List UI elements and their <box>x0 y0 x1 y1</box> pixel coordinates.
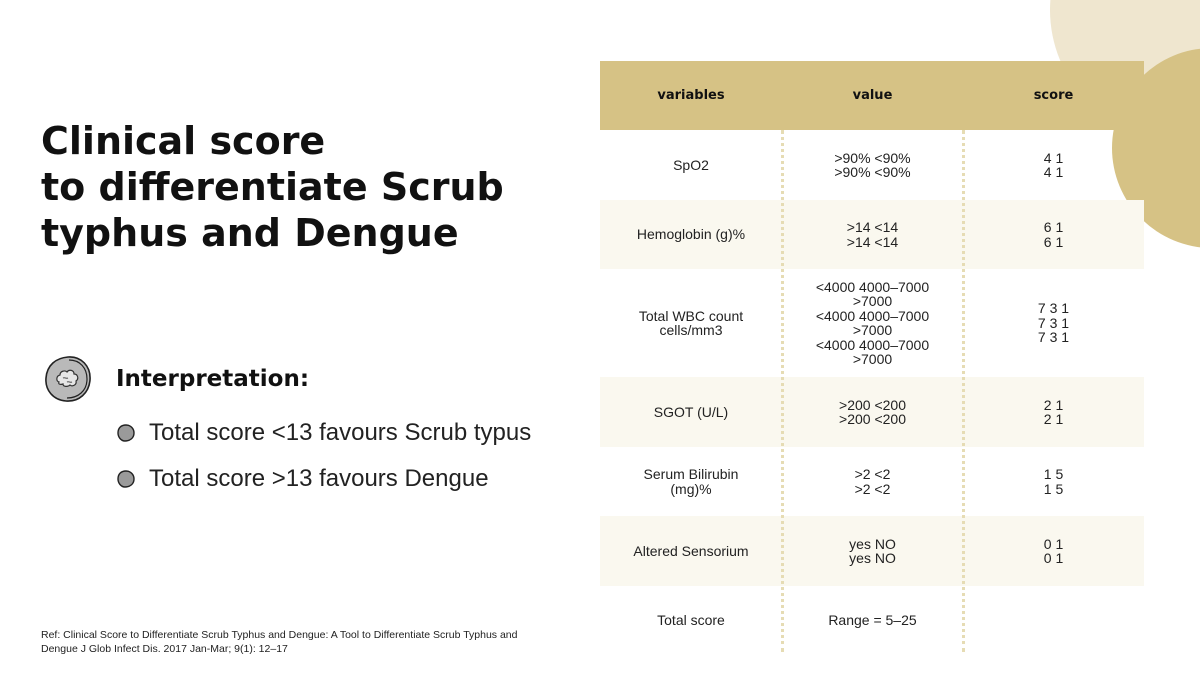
stone-bullet-icon <box>117 470 133 486</box>
title-line-2: to differentiate Scrub <box>41 165 504 209</box>
cell-value: >200 <200 >200 <200 <box>839 396 906 427</box>
title-line-3: typhus and Dengue <box>41 211 459 255</box>
reference-citation: Ref: Clinical Score to Differentiate Scrub Typhus and Dengue: A Tool to Differentiate Scrub Typhus and Dengue J Glob Infect Dis. 2017 Jan-Mar; 9(1): 12–17 <box>41 629 518 655</box>
cell-score: 4 1 4 1 <box>1043 149 1064 180</box>
brain-icon <box>43 354 93 404</box>
cell-value: >90% <90% >90% <90% <box>834 149 911 180</box>
header-score: score <box>1033 88 1074 103</box>
cell-score: 1 5 1 5 <box>1043 466 1064 497</box>
table-row <box>600 200 1144 269</box>
cell-score: 7 3 1 7 3 1 7 3 1 <box>1037 300 1070 346</box>
cell-variable: SpO2 <box>673 156 709 173</box>
list-item <box>116 464 536 494</box>
clinical-score-table <box>600 61 1144 654</box>
cell-variable: Total score <box>657 611 725 628</box>
column-divider <box>962 130 965 652</box>
cell-variable: Serum Bilirubin (mg)% <box>643 466 739 497</box>
table-row <box>600 269 1144 377</box>
interpretation-list <box>116 418 536 510</box>
cell-value: <4000 4000–7000 >7000 <4000 4000–7000 >7000 <4000 4000–7000 >7000 <box>815 278 930 367</box>
title-line-1: Clinical score <box>41 119 326 163</box>
cell-value: Range = 5–25 <box>828 611 917 628</box>
table-row-total <box>600 586 1144 654</box>
cell-score: 2 1 2 1 <box>1043 396 1064 427</box>
cell-value: >2 <2 >2 <2 <box>854 466 891 497</box>
header-variables: variables <box>657 88 725 103</box>
table-header <box>600 61 1144 130</box>
cell-value: >14 <14 >14 <14 <box>846 219 899 250</box>
table-row <box>600 447 1144 516</box>
table-row <box>600 130 1144 200</box>
cell-score: 6 1 6 1 <box>1043 219 1064 250</box>
table-row <box>600 516 1144 586</box>
bullet-text-dengue: Total score >13 favours Dengue <box>149 465 489 492</box>
cell-value: yes NO yes NO <box>849 535 896 566</box>
interpretation-heading: Interpretation: <box>116 366 310 392</box>
cell-variable: Total WBC count cells/mm3 <box>638 307 744 338</box>
cell-variable: Altered Sensorium <box>633 542 749 559</box>
slide-title <box>41 118 561 256</box>
column-divider <box>781 130 784 652</box>
list-item <box>116 418 536 448</box>
stone-bullet-icon <box>117 424 133 440</box>
bullet-text-scrub: Total score <13 favours Scrub typus <box>149 419 532 446</box>
cell-score: 0 1 0 1 <box>1043 535 1064 566</box>
cell-variable: Hemoglobin (g)% <box>636 226 746 243</box>
table-row <box>600 377 1144 447</box>
header-value: value <box>852 88 893 103</box>
cell-variable: SGOT (U/L) <box>653 403 729 420</box>
